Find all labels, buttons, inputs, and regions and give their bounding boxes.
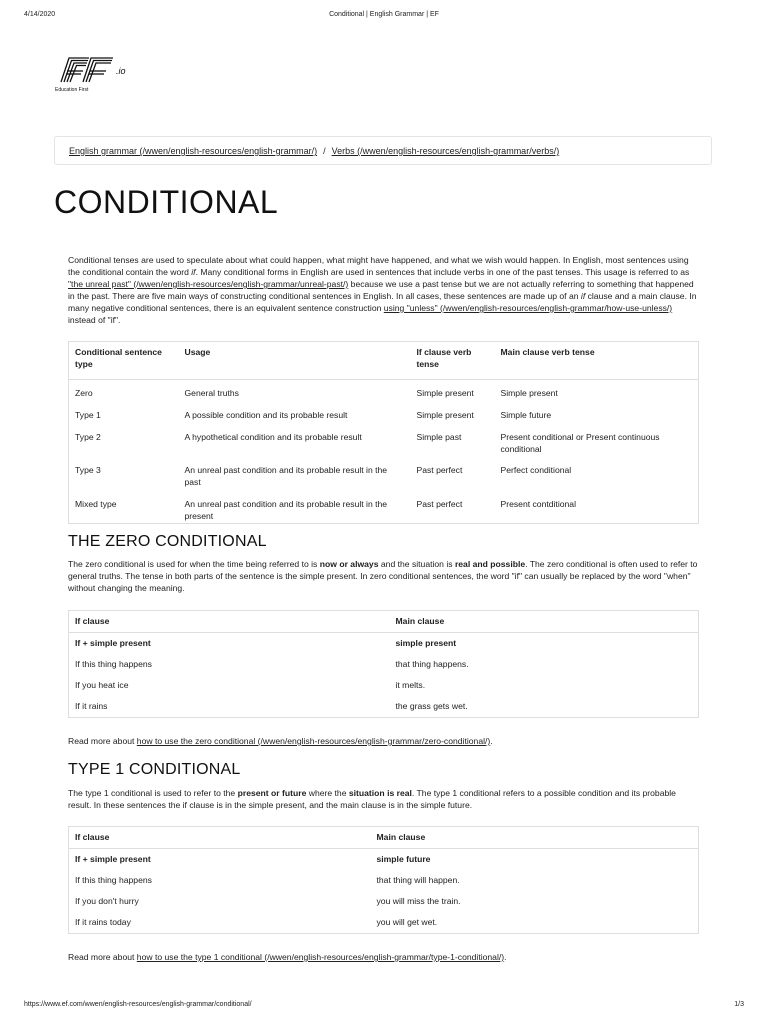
breadcrumb-english-grammar-link[interactable]: English grammar (/wwen/english-resources/english-grammar/) <box>69 146 318 156</box>
column-header: Conditional sentence type <box>69 342 179 380</box>
intro-if-1: if <box>191 267 196 277</box>
type1-bold-d: situation is real <box>348 788 412 798</box>
print-doc-title: Conditional | English Grammar | EF <box>329 11 439 18</box>
table-cell: you will get wet. <box>376 916 438 927</box>
print-footer <box>24 1001 744 1013</box>
table-cell: it melts. <box>395 679 426 690</box>
zero-read-more-paragraph <box>68 735 700 747</box>
table-cell: General truths <box>184 388 239 398</box>
table-row <box>69 696 699 718</box>
read-more-suffix: . <box>504 952 507 962</box>
zero-text-a: The zero conditional is used for when the time being referred to is <box>68 559 320 569</box>
intro-text-1: Conditional tenses are used to speculate about what could happen, what might have happened, and what we wish would happen. In English, most sentences using the conditional contain the word <box>68 255 689 277</box>
table-row <box>69 675 699 696</box>
type1-read-more-paragraph <box>68 951 700 963</box>
column-header: Main clause verb tense <box>495 342 699 380</box>
table-cell: simple future <box>376 853 431 864</box>
ef-logo[interactable] <box>55 52 135 94</box>
table-cell: Simple present <box>416 388 474 398</box>
zero-conditional-heading: THE ZERO CONDITIONAL <box>68 533 267 550</box>
intro-text-2: . Many conditional forms in English are used in sentences that include verbs in one of the past tenses. This usage is referred to as <box>195 267 690 277</box>
table-cell: Present conditional or Present continuous conditional <box>500 432 660 454</box>
page-counter: 1/3 <box>734 1001 744 1008</box>
table-cell: If it rains <box>75 700 108 711</box>
table-cell: that thing happens. <box>395 658 469 669</box>
intro-section <box>68 254 700 326</box>
table-row <box>69 849 699 871</box>
table-cell: If it rains today <box>75 916 131 927</box>
read-more-prefix: Read more about <box>68 736 137 746</box>
type1-bold-b: present or future <box>237 788 307 798</box>
table-cell: Perfect conditional <box>500 465 572 475</box>
table-cell: If + simple present <box>75 637 151 648</box>
zero-bold-d: real and possible <box>454 559 526 569</box>
table-cell: If you heat ice <box>75 679 129 690</box>
table-cell: An unreal past condition and its probable result in the past <box>184 465 388 487</box>
type1-conditional-paragraph <box>68 787 700 811</box>
table-cell: Zero <box>75 388 93 398</box>
read-more-prefix: Read more about <box>68 952 137 962</box>
intro-text-5: instead of "if". <box>68 315 121 325</box>
table-header-row <box>69 611 699 633</box>
intro-if-2: if <box>580 291 586 301</box>
table-row <box>69 870 699 891</box>
table-cell: Past perfect <box>416 465 463 475</box>
breadcrumb-verbs-link[interactable]: Verbs (/wwen/english-resources/english-grammar/verbs/) <box>331 146 560 156</box>
table-cell: If this thing happens <box>75 658 152 669</box>
zero-text-c: and the situation is <box>378 559 455 569</box>
zero-read-more <box>68 735 700 747</box>
table-cell: Past perfect <box>416 499 463 509</box>
read-more-suffix: . <box>490 736 493 746</box>
ef-logo-icon <box>55 52 117 86</box>
table-cell: that thing will happen. <box>376 874 460 885</box>
table-row <box>69 380 699 407</box>
table-row <box>69 891 699 912</box>
breadcrumb <box>54 136 712 165</box>
table-header-row <box>69 827 699 849</box>
table-cell: you will miss the train. <box>376 895 461 906</box>
table-cell: A possible condition and its probable result <box>184 410 348 420</box>
column-header: If clause verb tense <box>411 342 495 380</box>
table-row <box>69 495 699 524</box>
unless-link[interactable]: using "unless" (/wwen/english-resources/english-grammar/how-use-unless/) <box>383 303 673 313</box>
intro-paragraph <box>68 254 700 326</box>
table-cell: Simple present <box>416 410 474 420</box>
table-cell: If + simple present <box>75 853 151 864</box>
zero-conditional-paragraph <box>68 558 700 594</box>
type1-read-more <box>68 951 700 963</box>
table-row <box>69 428 699 461</box>
type1-text-e: . The type 1 conditional refers to a possible condition and its probable result. In these sentences the if clause is in the simple present, and the main clause is in the simple future. <box>68 788 676 810</box>
conditional-types-table <box>68 341 699 524</box>
zero-bold-b: now or always <box>319 559 379 569</box>
column-header: Main clause <box>371 827 699 849</box>
table-row <box>69 654 699 675</box>
zero-conditional-section <box>68 558 700 594</box>
table-row <box>69 633 699 655</box>
breadcrumb-separator: / <box>323 146 326 156</box>
type1-conditional-link[interactable]: how to use the type 1 conditional (/wwen/english-resources/english-grammar/type-1-conditional/) <box>136 952 505 962</box>
table-row <box>69 461 699 495</box>
logo-suffix: .io <box>116 66 126 76</box>
table-cell: If this thing happens <box>75 874 152 885</box>
type1-text-a: The type 1 conditional is used to refer to the <box>68 788 238 798</box>
table-cell: Simple present <box>500 388 558 398</box>
type1-conditional-table <box>68 826 699 934</box>
zero-text-e: . The zero conditional is often used to refer to general truths. The tense in both parts of the sentence is the simple present. In zero conditional sentences, the word "if" can usually be replaced by the word "when" without changing the meaning. <box>68 559 698 593</box>
column-header: Usage <box>179 342 411 380</box>
intro-text-3: because we use a past tense but we are not actually referring to something that happened in the past. There are five main ways of constructing conditional sentences in English. In all cases, these sentences are made up of an <box>68 279 694 301</box>
zero-conditional-table <box>68 610 699 718</box>
table-cell: Type 1 <box>75 410 101 420</box>
table-cell: An unreal past condition and its probable result in the present <box>184 499 388 521</box>
unreal-past-link[interactable]: "the unreal past" (/wwen/english-resources/english-grammar/unreal-past/) <box>68 279 349 289</box>
page-title: CONDITIONAL <box>54 184 279 220</box>
table-row <box>69 912 699 934</box>
type1-conditional-section <box>68 787 700 811</box>
table-cell: the grass gets wet. <box>395 700 468 711</box>
intro-text-4: clause and a main clause. In many negative conditional sentences, there is an equivalent sentence construction <box>68 291 697 313</box>
type1-text-c: where the <box>306 788 349 798</box>
print-date: 4/14/2020 <box>24 11 56 18</box>
table-cell: If you don't hurry <box>75 895 139 906</box>
table-cell: Mixed type <box>75 499 117 509</box>
table-cell: Type 3 <box>75 465 101 475</box>
logo-tagline: Education First <box>55 87 89 93</box>
column-header: If clause <box>69 611 390 633</box>
table-cell: Type 2 <box>75 432 101 442</box>
table-cell: Simple future <box>500 410 552 420</box>
table-cell: simple present <box>395 637 457 648</box>
print-header <box>24 11 744 23</box>
zero-conditional-link[interactable]: how to use the zero conditional (/wwen/english-resources/english-grammar/zero-conditional/) <box>136 736 491 746</box>
print-url: https://www.ef.com/wwen/english-resources/english-grammar/conditional/ <box>24 1001 252 1008</box>
table-cell: A hypothetical condition and its probable result <box>184 432 362 442</box>
table-header-row <box>69 342 699 380</box>
type1-conditional-heading: TYPE 1 CONDITIONAL <box>68 761 241 778</box>
table-cell: Simple past <box>416 432 462 442</box>
column-header: If clause <box>69 827 371 849</box>
column-header: Main clause <box>390 611 699 633</box>
table-cell: Present contditional <box>500 499 576 509</box>
table-row <box>69 406 699 428</box>
